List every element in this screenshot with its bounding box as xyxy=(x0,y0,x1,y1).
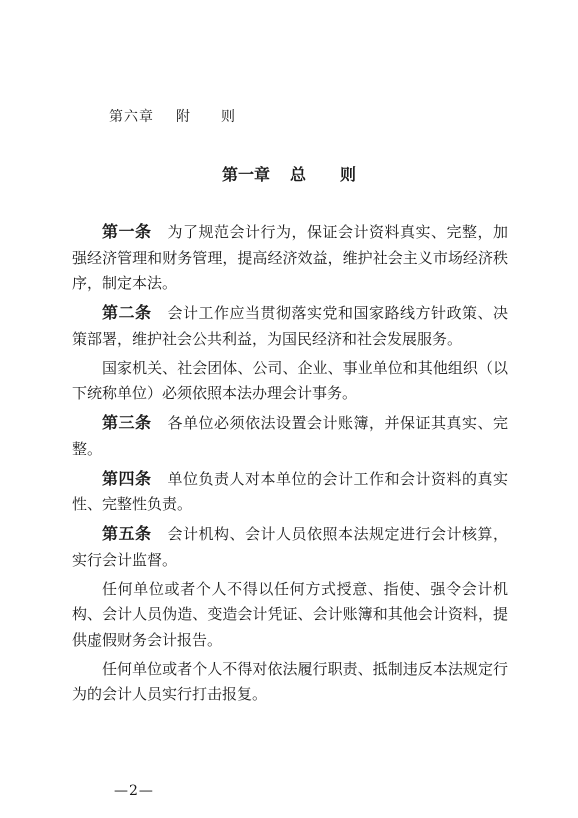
article-paragraph xyxy=(72,466,508,518)
toc-chapter-number: 第六章 xyxy=(109,109,154,125)
article-text: 会计工作应当贯彻落实党和国家路线方针政策、决策部署，维护社会公共利益，为国民经济和社会发展服务。 xyxy=(72,304,508,348)
article-text: 各单位必须依法设置会计账簿，并保证其真实、完整。 xyxy=(72,414,508,458)
toc-entry-chapter-6 xyxy=(109,106,236,126)
article-text: 任何单位或者个人不得以任何方式授意、指使、强令会计机构、会计人员伪造、变造会计凭证、会计账簿和其他会计资料，提供虚假财务会计报告。 xyxy=(72,579,508,649)
article-label: 第二条 xyxy=(102,303,152,322)
toc-title-part-1: 附 xyxy=(176,109,191,125)
chapter-body xyxy=(72,219,508,711)
chapter-number: 第一章 xyxy=(221,165,270,184)
article-paragraph xyxy=(72,219,508,297)
article-label: 第五条 xyxy=(102,524,152,543)
article-paragraph xyxy=(72,577,508,654)
article-paragraph xyxy=(72,521,508,573)
article-label: 第三条 xyxy=(102,413,152,432)
article-text: 会计机构、会计人员依照本法规定进行会计核算，实行会计监督。 xyxy=(72,525,508,569)
chapter-heading xyxy=(0,162,578,185)
article-paragraph xyxy=(72,356,508,407)
article-text: 为了规范会计行为，保证会计资料真实、完整，加强经济管理和财务管理，提高经济效益，维护社会主义市场经济秩序，制定本法。 xyxy=(72,223,508,292)
article-label: 第四条 xyxy=(102,468,152,488)
page-number: —2— xyxy=(114,783,154,799)
article-paragraph xyxy=(72,410,508,462)
article-text: 国家机关、社会团体、公司、企业、事业单位和其他组织（以下统称单位）必须依照本法办理会计事务。 xyxy=(72,358,508,402)
article-paragraph xyxy=(72,657,508,708)
article-text: 任何单位或者个人不得对依法履行职责、抵制违反本法规定行为的会计人员实行打击报复。 xyxy=(72,659,508,703)
article-text: 单位负责人对本单位的会计工作和会计资料的真实性、完整性负责。 xyxy=(72,469,508,513)
article-label: 第一条 xyxy=(102,222,152,241)
article-paragraph xyxy=(72,300,508,352)
chapter-title-part-1: 总 xyxy=(289,165,306,184)
chapter-title-part-2: 则 xyxy=(340,165,357,184)
toc-title-part-2: 则 xyxy=(221,109,236,125)
